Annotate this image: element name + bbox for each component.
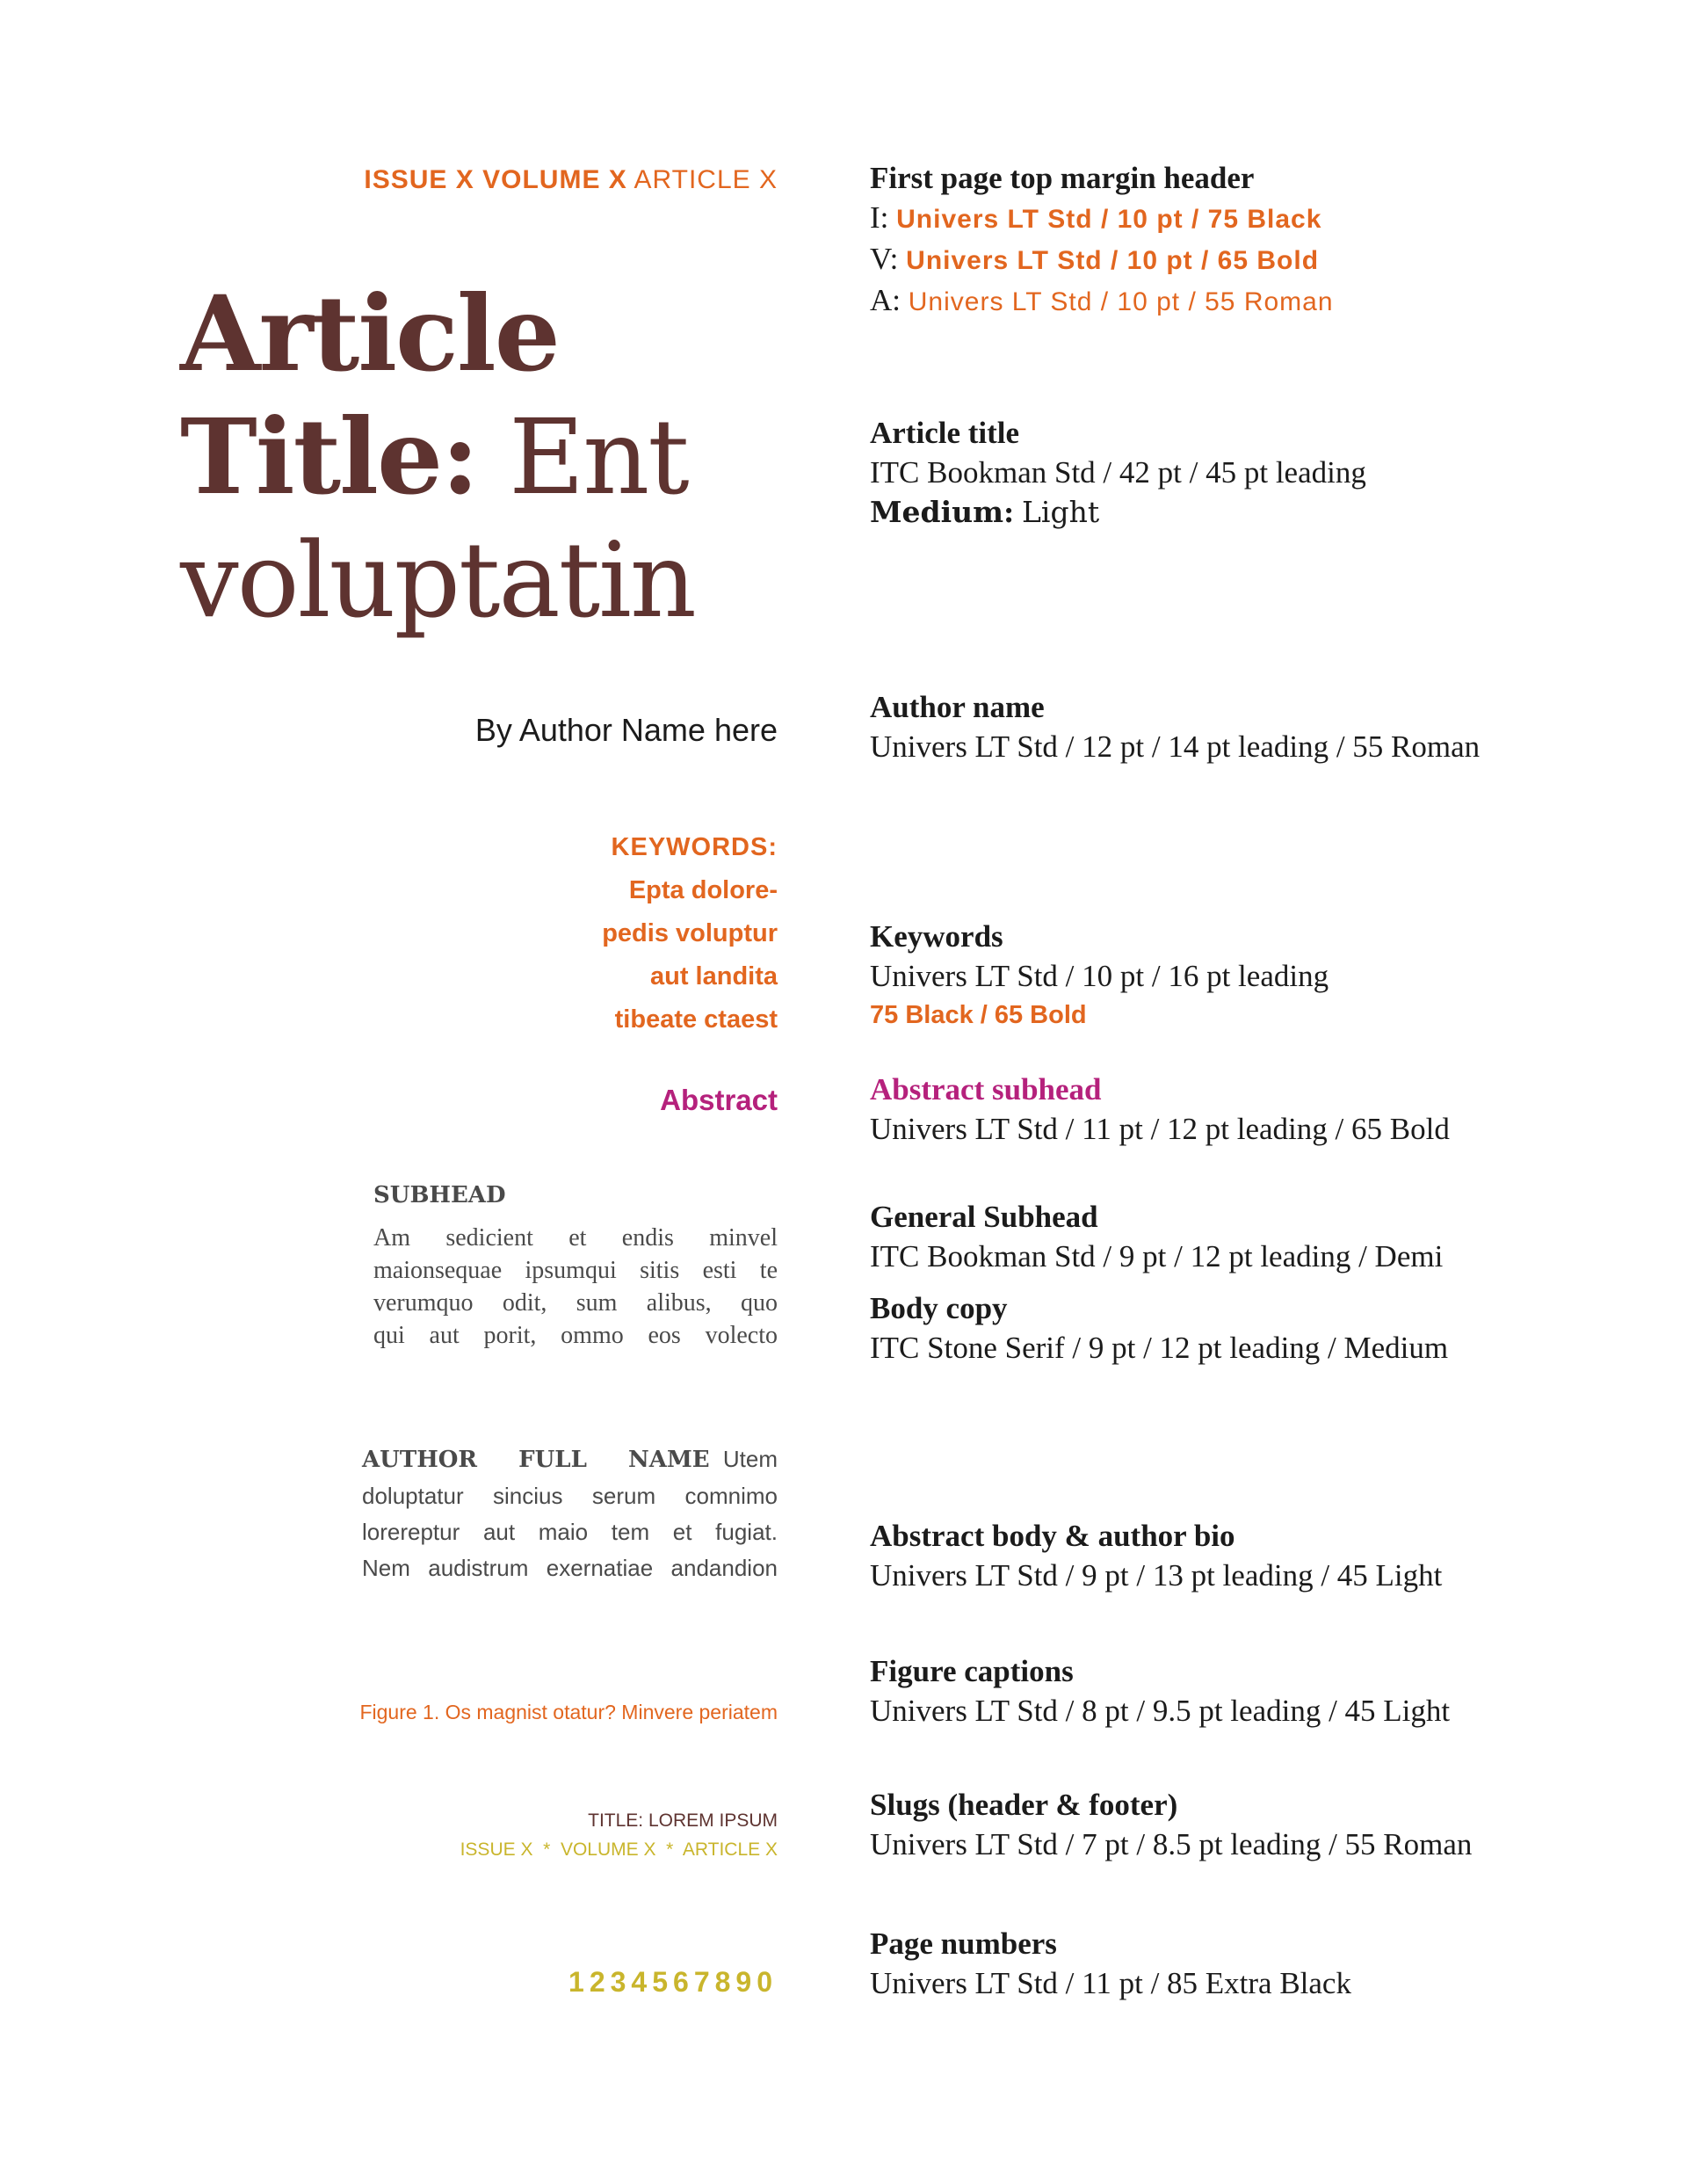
bio-first-line <box>362 1441 778 1478</box>
slug-title: TITLE: LOREM IPSUM <box>588 1810 778 1831</box>
spec-line: ITC Bookman Std / 9 pt / 12 pt leading / Demi <box>870 1239 1444 1273</box>
spec-line: ITC Bookman Std / 42 pt / 45 pt leading <box>870 455 1366 490</box>
subhead-spec <box>870 1197 1443 1276</box>
spec-label: I: <box>870 200 889 235</box>
spec-title: Body copy <box>870 1291 1008 1325</box>
bio-author-name: AUTHOR FULL NAME <box>362 1447 710 1473</box>
spec-line: Univers LT Std / 8 pt / 9.5 pt leading / 45 Light <box>870 1694 1451 1728</box>
abstract-subhead: Abstract <box>660 1084 778 1116</box>
body-copy <box>373 1222 778 1352</box>
spec-label: V: <box>870 242 899 276</box>
keyword-line: tibeate ctaest <box>614 1005 778 1034</box>
issue-label: ISSUE X <box>364 165 474 194</box>
issue-header <box>364 165 778 195</box>
spec-line: ITC Stone Serif / 9 pt / 12 pt leading / Medium <box>870 1331 1449 1365</box>
body-line: Am sedicient et endis minvel <box>373 1224 778 1252</box>
title-line-2-bold: Title: <box>180 395 478 518</box>
body-line: qui aut porit, ommo eos volecto <box>373 1322 778 1349</box>
medium-label: Medium: <box>870 495 1015 529</box>
spec-title: Slugs (header & footer) <box>870 1788 1178 1822</box>
page-numbers: 1234567890 <box>568 1966 778 1998</box>
spec-title: General Subhead <box>870 1200 1098 1234</box>
spec-title: First page top margin header <box>870 161 1255 195</box>
spec-title: Keywords <box>870 919 1003 954</box>
slug-issue: ISSUE X * VOLUME X * ARTICLE X <box>460 1839 778 1860</box>
keywords-label: KEYWORDS: <box>611 833 778 861</box>
body-spec <box>870 1288 1448 1368</box>
title-line-2-light: Ent <box>509 396 688 518</box>
spec-line: Univers LT Std / 10 pt / 16 pt leading <box>870 959 1329 993</box>
author-name: By Author Name here <box>474 712 778 748</box>
bio-line: doluptatur sincius serum comnimo <box>362 1483 778 1509</box>
spec-title: Author name <box>870 690 1045 724</box>
spec-line: Univers LT Std / 11 pt / 85 Extra Black <box>870 1966 1351 2000</box>
figure-caption: Figure 1. Os magnist otatur? Minvere periatem <box>359 1701 778 1723</box>
article-title <box>180 272 695 642</box>
spec-title: Page numbers <box>870 1926 1057 1961</box>
spec-line: Univers LT Std / 9 pt / 13 pt leading / 45 Light <box>870 1558 1443 1593</box>
pagenum-spec <box>870 1924 1351 2003</box>
spec-title: Figure captions <box>870 1654 1074 1688</box>
slug-spec <box>870 1785 1472 1864</box>
volume-label: VOLUME X <box>482 165 627 194</box>
body-line: verumquo odit, sum alibus, quo <box>373 1289 778 1317</box>
spec-value: Univers LT Std / 10 pt / 55 Roman <box>908 287 1334 316</box>
keywords-weights: 75 Black / 65 Bold <box>870 1001 1087 1029</box>
title-line-1: Article <box>180 272 559 395</box>
spec-title: Abstract subhead <box>870 1072 1102 1107</box>
general-subhead: SUBHEAD <box>373 1182 506 1208</box>
spec-title: Abstract body & author bio <box>870 1519 1235 1553</box>
bio-line: lorereptur aut maio tem et fugiat. <box>362 1519 778 1545</box>
body-line: maionsequae ipsumqui sitis esti te <box>373 1257 778 1284</box>
spec-value: Univers LT Std / 10 pt / 65 Bold <box>906 246 1320 275</box>
keyword-line: pedis voluptur <box>602 919 778 947</box>
header-spec <box>870 158 1334 322</box>
spec-value: Univers LT Std / 10 pt / 75 Black <box>896 205 1322 234</box>
keyword-line: Epta dolore- <box>628 876 778 904</box>
author-bio <box>362 1441 778 1586</box>
bio-first-word: Utem <box>722 1446 778 1472</box>
spec-line: Univers LT Std / 12 pt / 14 pt leading / 55 Roman <box>870 729 1481 764</box>
spec-line: Univers LT Std / 11 pt / 12 pt leading / 65 Bold <box>870 1112 1450 1146</box>
title-line-3: voluptatin <box>180 519 695 641</box>
title-spec <box>870 413 1366 532</box>
spec-label: A: <box>870 283 901 317</box>
spec-line: Univers LT Std / 7 pt / 8.5 pt leading / 55 Roman <box>870 1827 1473 1861</box>
spec-title: Article title <box>870 416 1020 450</box>
light-label: Light <box>1021 495 1100 529</box>
abstract-spec <box>870 1070 1450 1149</box>
bio-spec <box>870 1516 1442 1595</box>
author-spec <box>870 687 1480 766</box>
keywords-block <box>602 826 778 1041</box>
bio-line: Nem audistrum exernatiae andandion <box>362 1555 778 1581</box>
article-label: ARTICLE X <box>634 165 778 194</box>
caption-spec <box>870 1651 1450 1731</box>
keyword-line: aut landita <box>649 962 778 990</box>
keywords-spec <box>870 917 1329 1035</box>
